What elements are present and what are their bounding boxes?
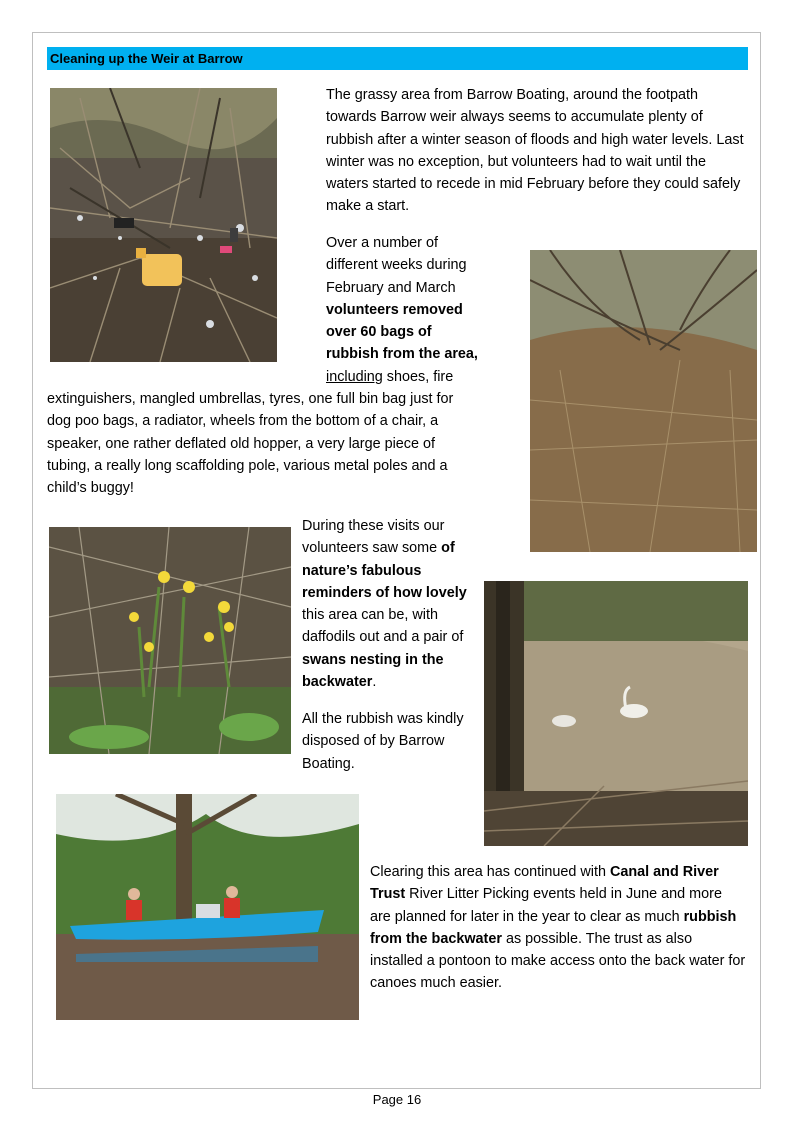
volunteers-paragraph-top [326,232,526,388]
daffodils-photo [49,527,291,754]
bold-text: rubbish from the backwater [370,908,737,947]
text-fragment: as possible. The trust as also installed a pontoon to make access onto the back water for canoes much easier. [370,930,746,992]
page-number: Page 16 [372,1092,422,1107]
text-line-bold: volunteers removed [326,301,463,318]
rubbish-photo [50,88,277,362]
section-heading: Cleaning up the Weir at Barrow [47,47,748,70]
text-line-bold: rubbish from the area, [326,346,478,363]
text-fragment: this area can be, with daffodils out and a pair of [302,607,464,646]
nature-paragraph [302,515,472,693]
bold-text: Canal and River Trust [370,864,719,903]
disposal-paragraph: All the rubbish was kindly disposed of by Barrow Boating. [302,711,464,772]
intro-paragraph: The grassy area from Barrow Boating, around the footpath towards Barrow weir always seems to accumulate plenty of rubbish after a winter season of floods and high water levels. Last winter was no exception, but volunteers had to wait until the waters started to recede in mid February before they could safely make a start. [326,87,744,215]
cleared-area-photo [530,250,757,552]
canoe-photo [56,794,359,1020]
text-line-bold: over 60 bags of [326,324,432,341]
text-line: Over a number of [326,235,438,251]
volunteers-paragraph-bottom [47,388,527,499]
text-line: extinguishers, mangled umbrellas, tyres, one full bin bag just for [47,391,454,407]
text-fragment: During these visits our volunteers saw some [302,518,445,557]
text-line [326,366,526,388]
text-line: February and March [326,279,456,296]
text-fragment: Clearing this area has continued with [370,864,610,880]
swans-photo [484,581,748,846]
trust-paragraph [370,861,746,995]
text-fragment: shoes, fire [382,368,454,385]
text-fragment: . [372,674,377,691]
text-fragment: River Litter Picking events held in June and more are planned for later in the year to clear as much [370,886,722,925]
text-line: speaker, one rather deflated old hopper, a very large piece of [47,435,436,452]
text-line: different weeks during [326,257,467,274]
text-line: dog poo bags, a radiator, wheels from the bottom of a chair, a [47,413,439,430]
text-line: tubing, a really long scaffolding pole, various metal poles and a [47,457,448,474]
text-line: child’s buggy! [47,480,134,497]
bold-text: of nature’s fabulous reminders of how lovely [302,540,467,601]
bold-text: swans nesting in the backwater [302,651,444,691]
underlined-word: including [326,368,383,385]
